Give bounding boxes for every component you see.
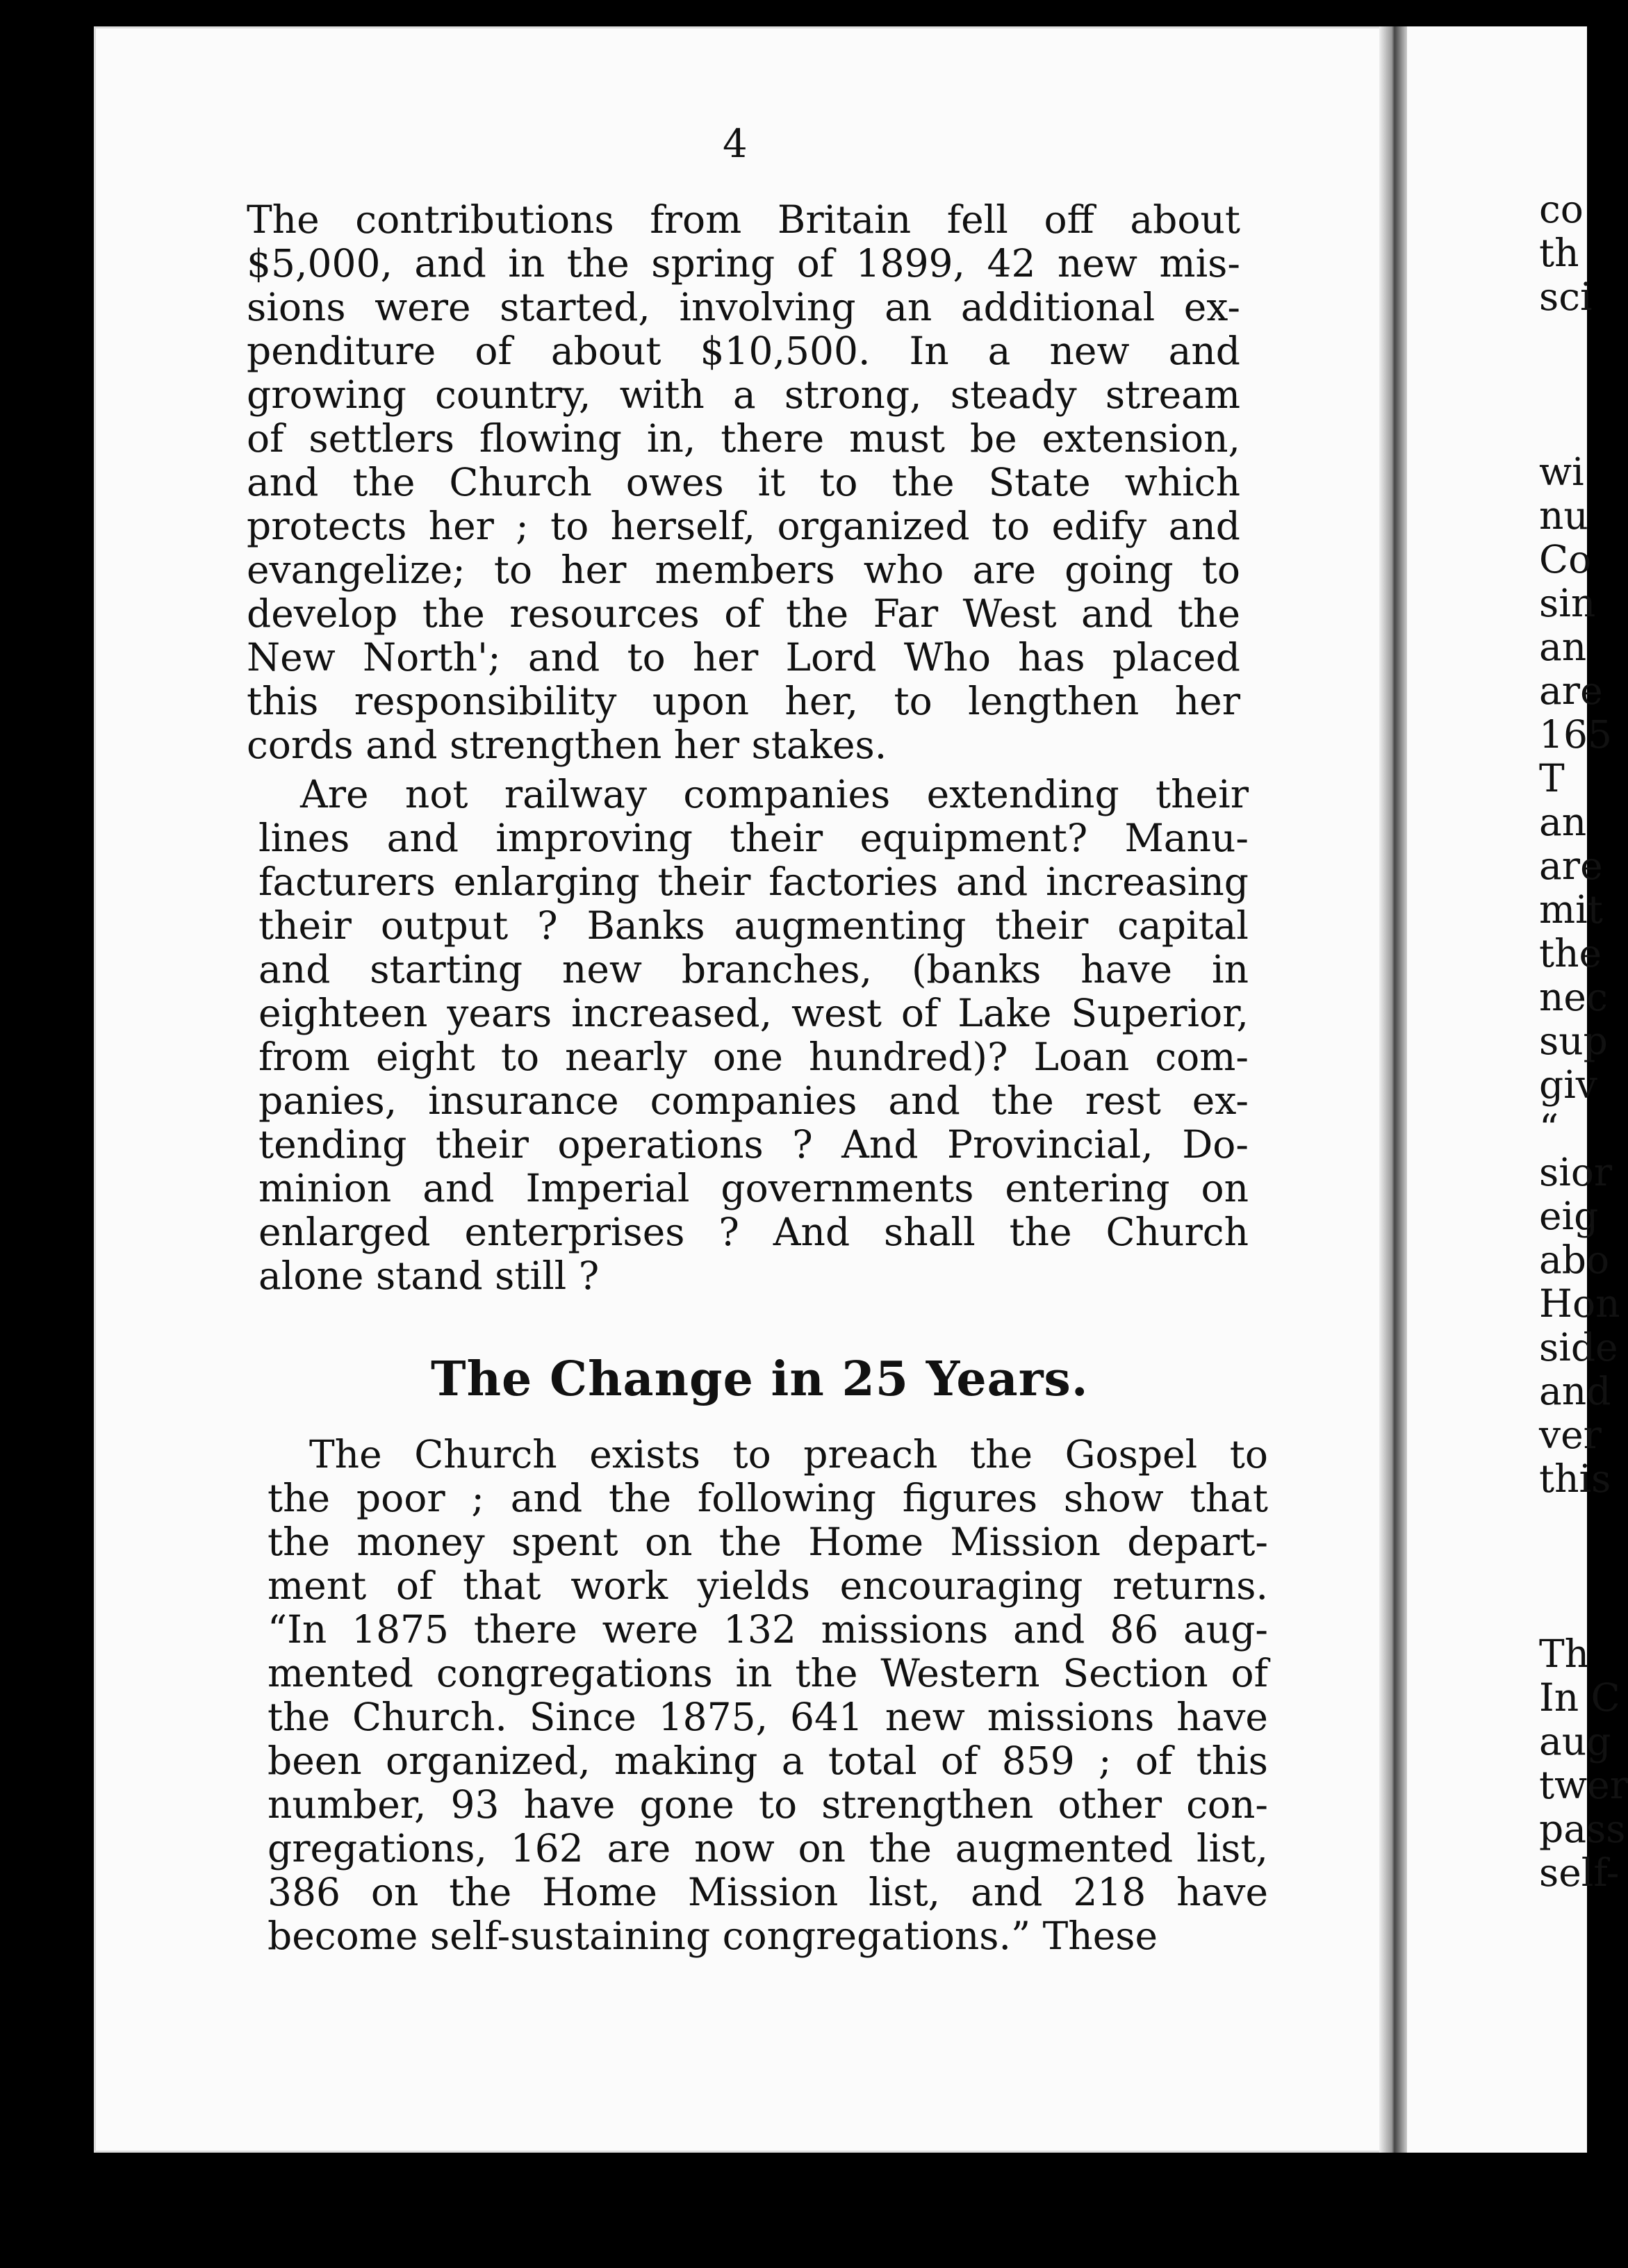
- right-page-fragment: T: [1539, 756, 1565, 800]
- paragraph2-line: alone stand still ?: [258, 1254, 600, 1298]
- paragraph3-line: 386 on the Home Mission list, and 218 have: [268, 1870, 1268, 1914]
- right-page-fragment: nec: [1539, 975, 1608, 1019]
- paragraph2-line: minion and Imperial governments entering on: [258, 1166, 1249, 1210]
- paragraph3-line: number, 93 have gone to strengthen other con-: [268, 1782, 1268, 1827]
- paragraph3-line: The Church exists to preach the Gospel to: [309, 1432, 1268, 1477]
- right-page-fragment: Th: [1539, 1632, 1590, 1676]
- paragraph2-line: tending their operations ? And Provincial, Do-: [258, 1122, 1249, 1167]
- paragraph-change-in-25-years: [268, 1433, 1268, 1958]
- paragraph3-line: the poor ; and the following figures show that: [268, 1476, 1268, 1520]
- paragraph3-line: been organized, making a total of 859 ; of this: [268, 1739, 1268, 1783]
- right-page-fragment: mit: [1539, 887, 1603, 932]
- paragraph3-line: ment of that work yields encouraging returns.: [268, 1563, 1268, 1608]
- paragraph2-line: their output ? Banks augmenting their capital: [258, 903, 1249, 948]
- right-page-fragment: and: [1539, 1369, 1611, 1413]
- paragraph2-line: and starting new branches, (banks have in: [258, 947, 1249, 992]
- right-page-fragment: sin: [1539, 581, 1596, 625]
- paragraph2-line: enlarged enterprises ? And shall the Church: [258, 1210, 1249, 1254]
- right-page-fragment: sci: [1539, 274, 1593, 319]
- paragraph1-line: and the Church owes it to the State which: [247, 460, 1240, 504]
- right-page-fragment: sior: [1539, 1150, 1613, 1194]
- right-page-fragment: [1539, 406, 1628, 450]
- paragraph3-line: become self-sustaining congregations.” These: [268, 1914, 1158, 1958]
- right-page-fragment: [1539, 1501, 1628, 1545]
- right-page-fragments: [1539, 188, 1628, 1895]
- right-page-fragment: giv: [1539, 1062, 1597, 1107]
- right-page-fragment: th: [1539, 231, 1579, 275]
- paragraph2-line: from eight to nearly one hundred)? Loan com-: [258, 1035, 1249, 1079]
- paragraph1-line: growing country, with a strong, steady stream: [247, 372, 1240, 417]
- right-page-fragment: Hon: [1539, 1281, 1620, 1326]
- paragraph2-line: facturers enlarging their factories and increasing: [258, 860, 1249, 904]
- right-page-fragment: twer: [1539, 1763, 1628, 1807]
- paragraph1-line: protects her ; to herself, organized to edify and: [247, 504, 1240, 548]
- paragraph1-line: develop the resources of the Far West and the: [247, 591, 1240, 636]
- paragraph2-line: eighteen years increased, west of Lake Superior,: [258, 991, 1249, 1035]
- right-page-fragment: abo: [1539, 1238, 1610, 1282]
- right-page-fragment: aug: [1539, 1719, 1611, 1764]
- right-page-fragment: [1539, 1588, 1628, 1632]
- right-page-fragment: [1539, 319, 1628, 363]
- right-page-fragment: Co: [1539, 537, 1592, 582]
- right-page-fragment: “: [1539, 1106, 1559, 1151]
- right-page-fragment: this: [1539, 1456, 1611, 1501]
- paragraph-railway-companies: [258, 773, 1249, 1298]
- paragraph1-line: New North'; and to her Lord Who has placed: [247, 635, 1240, 680]
- paragraph2-line: lines and improving their equipment? Manu-: [258, 816, 1249, 860]
- paragraph3-line: the Church. Since 1875, 641 new missions have: [268, 1695, 1268, 1739]
- paragraph3-line: mented congregations in the Western Section of: [268, 1651, 1268, 1695]
- right-page-fragment: [1539, 363, 1628, 406]
- paragraph1-line: $5,000, and in the spring of 1899, 42 new mis-: [247, 241, 1240, 286]
- paragraph3-line: “In 1875 there were 132 missions and 86 aug-: [268, 1607, 1268, 1652]
- book-gutter: [1379, 26, 1407, 2153]
- right-page-fragment: co: [1539, 187, 1584, 231]
- paragraph3-line: gregations, 162 are now on the augmented list,: [268, 1826, 1268, 1871]
- paragraph3-line: the money spent on the Home Mission depart-: [268, 1520, 1268, 1564]
- right-page-fragment: are: [1539, 668, 1603, 713]
- right-page-fragment: an: [1539, 800, 1587, 844]
- paragraph-contributions: [247, 198, 1240, 767]
- right-page-fragment: nu: [1539, 493, 1588, 538]
- paragraph1-line: The contributions from Britain fell off about: [247, 197, 1240, 242]
- right-page-fragment: self-: [1539, 1850, 1620, 1895]
- paragraph1-line: penditure of about $10,500. In a new and: [247, 329, 1240, 373]
- right-page-fragment: are: [1539, 844, 1603, 888]
- paragraph1-line: sions were started, involving an additional ex-: [247, 285, 1240, 329]
- paragraph1-line: of settlers flowing in, there must be extension,: [247, 416, 1240, 461]
- right-page-fragment: In C: [1539, 1675, 1620, 1720]
- right-page-fragment: an: [1539, 625, 1587, 669]
- right-page-fragment: sup: [1539, 1019, 1608, 1063]
- section-heading: The Change in 25 Years.: [431, 1351, 1089, 1407]
- right-page-fragment: the: [1539, 931, 1602, 976]
- right-page-fragment: [1539, 1545, 1628, 1588]
- paragraph2-line: Are not railway companies extending their: [300, 772, 1249, 816]
- right-page-fragment: side: [1539, 1325, 1618, 1370]
- paragraph1-line: this responsibility upon her, to lengthen her: [247, 679, 1240, 723]
- paragraph2-line: panies, insurance companies and the rest ex-: [258, 1078, 1249, 1123]
- right-page-fragment: 165: [1539, 712, 1612, 757]
- right-page-fragment: pass: [1539, 1807, 1626, 1851]
- right-page-fragment: ver: [1539, 1413, 1602, 1457]
- right-page-fragment: eig: [1539, 1194, 1599, 1238]
- page-number: 4: [723, 122, 748, 167]
- right-page-fragment: wi: [1539, 450, 1584, 494]
- paragraph1-line: evangelize; to her members who are going to: [247, 548, 1240, 592]
- paragraph1-line: cords and strengthen her stakes.: [247, 723, 887, 767]
